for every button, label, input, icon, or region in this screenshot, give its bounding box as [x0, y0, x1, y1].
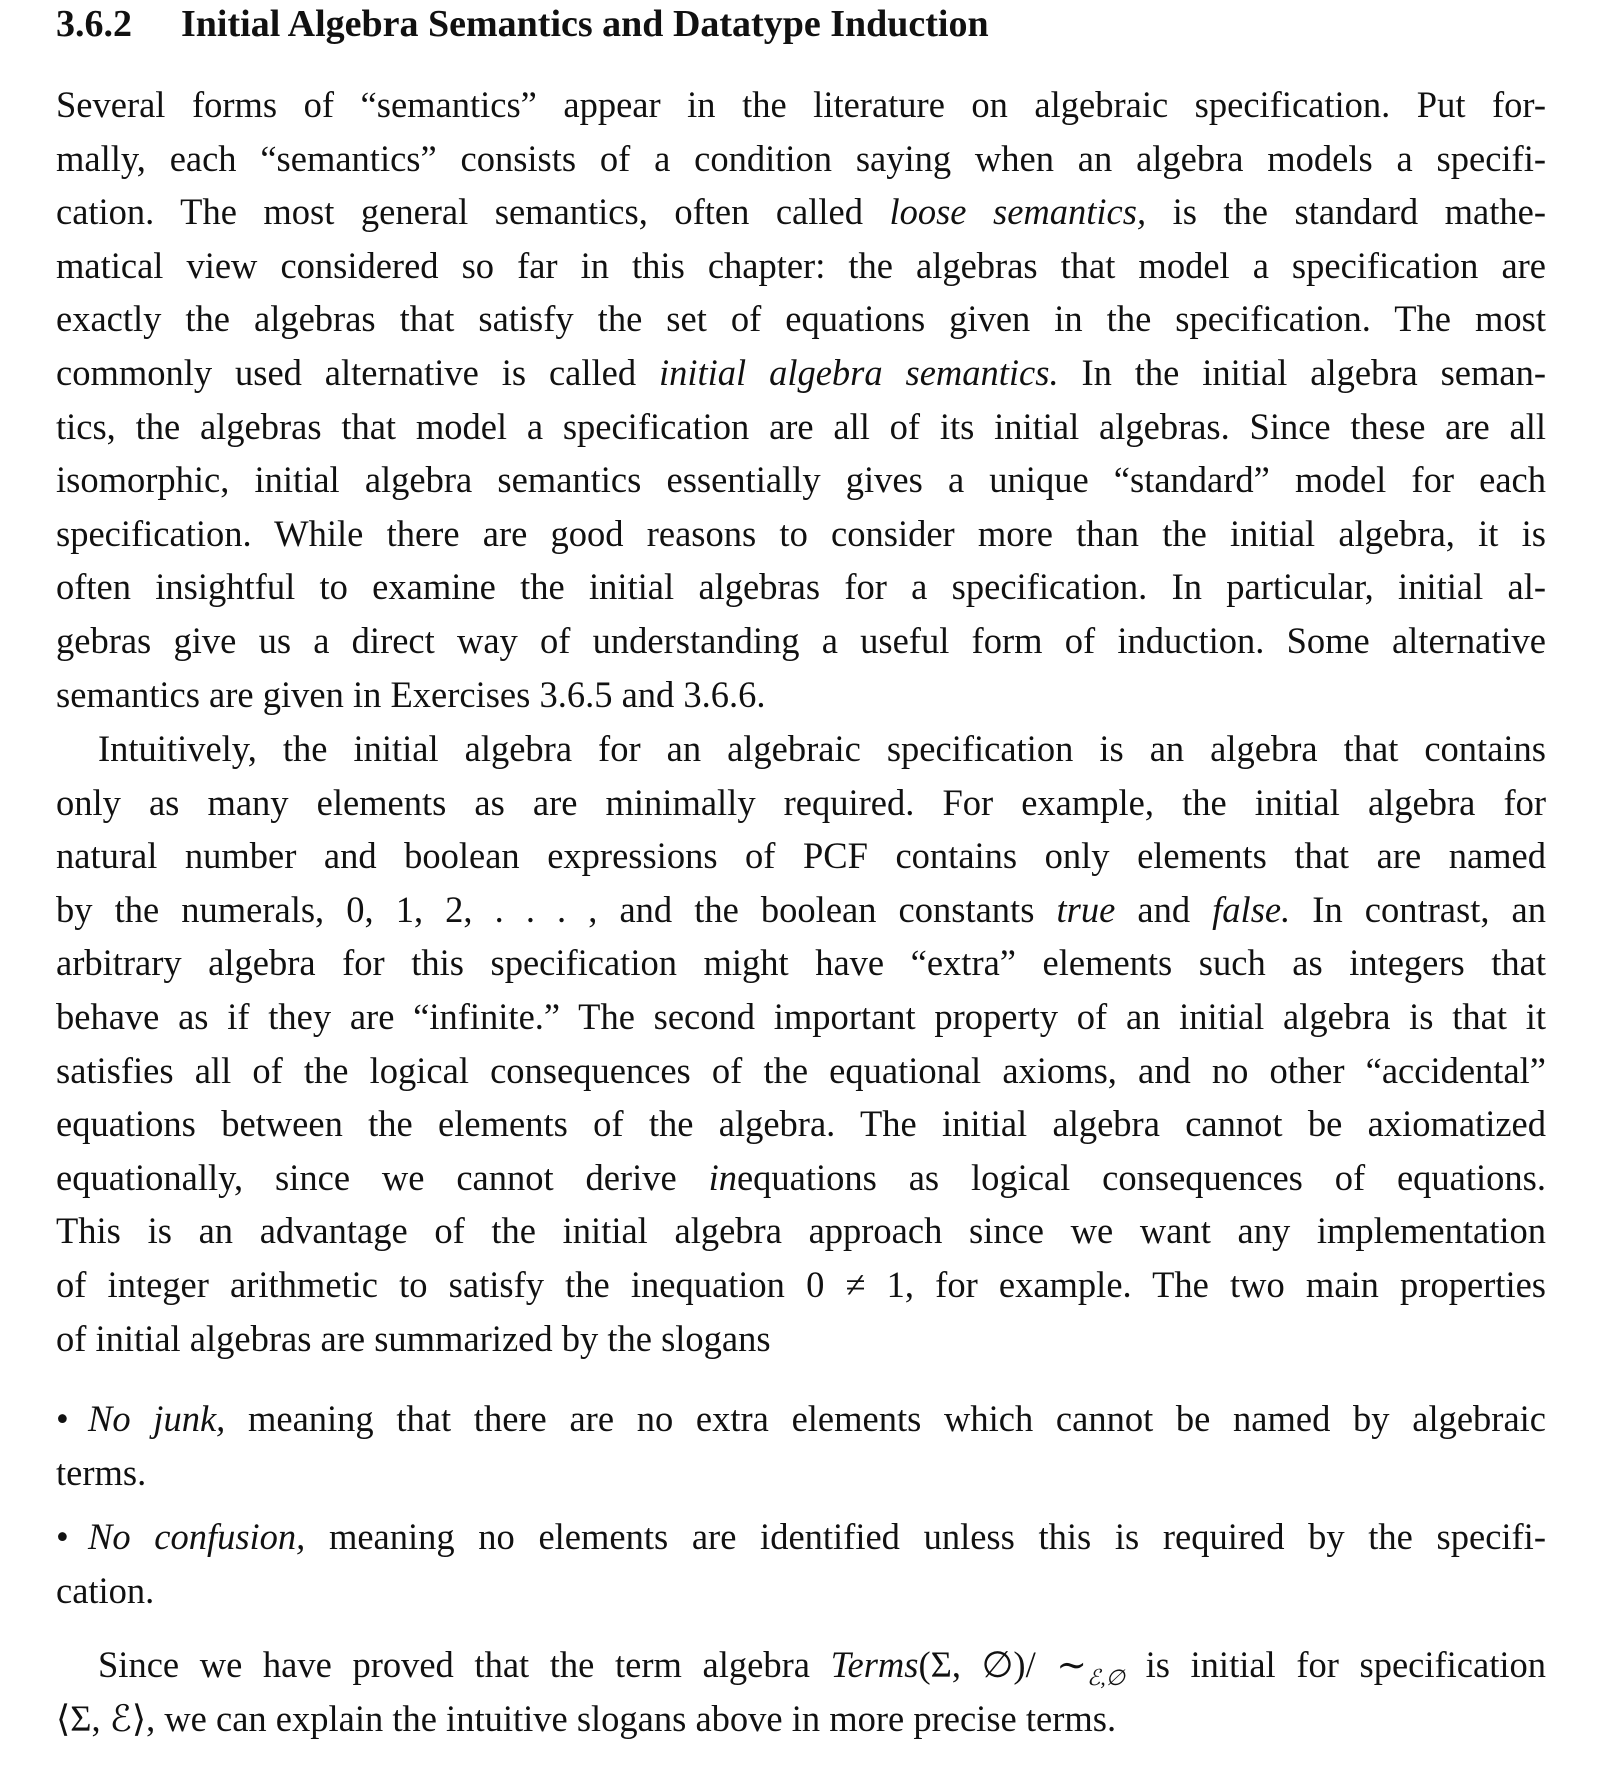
term-false: false.	[1212, 888, 1291, 930]
term-initial-algebra-semantics: initial algebra semantics.	[658, 351, 1059, 393]
text-line: isomorphic, initial algebra semantics essentially gives a unique “standard” model for each	[56, 459, 1546, 501]
text-line: • No junk, meaning that there are no extra elements which cannot be named by algebraic	[56, 1392, 1546, 1446]
text-line: behave as if they are “infinite.” The second important property of an initial algebra is that it	[56, 995, 1546, 1037]
bullet-marker: •	[56, 1516, 69, 1557]
text-line: often insightful to examine the initial algebras for a specification. In particular, initial al-	[56, 566, 1546, 608]
text-line: equationally, since we cannot derive inequations as logical consequences of equations.	[56, 1156, 1546, 1198]
paragraph-term-algebra	[56, 1638, 1546, 1745]
text-line: Several forms of “semantics” appear in the literature on algebraic specification. Put for-	[56, 84, 1546, 125]
text-line: by the numerals, 0, 1, 2, . . . , and the boolean constants true and false. In contrast, an	[56, 888, 1546, 930]
text-line: terms.	[56, 1451, 147, 1493]
text-line: arbitrary algebra for this specification might have “extra” elements such as integers that	[56, 942, 1546, 984]
text-line: satisfies all of the logical consequences of the equational axioms, and no other “accidental”	[56, 1049, 1546, 1091]
text-line: This is an advantage of the initial algebra approach since we want any implementation	[56, 1210, 1546, 1252]
text-line: only as many elements as are minimally required. For example, the initial algebra for	[56, 781, 1546, 823]
bullet-marker: •	[56, 1398, 69, 1439]
text-line: exactly the algebras that satisfy the set of equations given in the specification. The most	[56, 298, 1546, 340]
term-loose-semantics: loose semantics,	[889, 191, 1147, 233]
text-line: Intuitively, the initial algebra for an algebraic specification is an algebra that contains	[98, 728, 1546, 769]
text-line: • No confusion, meaning no elements are identified unless this is required by the specifi-	[56, 1510, 1546, 1564]
emphasis-in: in	[708, 1156, 737, 1198]
section-title: Initial Algebra Semantics and Datatype Induction	[181, 3, 989, 45]
text-line: tics, the algebras that model a specification are all of its initial algebras. Since these are all	[56, 405, 1546, 447]
text-line: cation.	[56, 1569, 155, 1611]
text-line: of initial algebras are summarized by the slogans	[56, 1317, 771, 1359]
section-heading	[56, 2, 1546, 46]
bullet-item-no-junk	[56, 1392, 1546, 1499]
bullet-item-no-confusion	[56, 1510, 1546, 1617]
text-line: commonly used alternative is called initial algebra semantics. In the initial algebra seman-	[56, 351, 1546, 393]
paragraph-loose-vs-initial-semantics	[56, 78, 1546, 721]
term-true: true	[1056, 888, 1116, 930]
text-line: matical view considered so far in this chapter: the algebras that model a specification are	[56, 244, 1546, 286]
term-algebra-subscript: ℰ,∅	[1086, 1665, 1125, 1690]
paragraph-initial-algebra-intuition	[56, 722, 1546, 1365]
text-line: ⟨Σ, ℰ⟩, we can explain the intuitive slogans above in more precise terms.	[56, 1697, 1117, 1739]
slogan-no-junk: No junk,	[88, 1398, 226, 1439]
section-number: 3.6.2	[56, 3, 132, 45]
text-line: mally, each “semantics” consists of a condition saying when an algebra models a specifi-	[56, 137, 1546, 179]
text-line: Since we have proved that the term algebra Terms(Σ, ∅)/ $\sim_{ℰ,\emptyset}$ is initial for specification	[98, 1644, 1546, 1690]
term-algebra-name: Terms	[830, 1644, 919, 1685]
term-algebra-args: (Σ, ∅)/ ∼	[918, 1644, 1087, 1685]
text-line: equations between the elements of the algebra. The initial algebra cannot be axiomatized	[56, 1103, 1546, 1145]
text-line: of integer arithmetic to satisfy the inequation 0 ≠ 1, for example. The two main properties	[56, 1263, 1546, 1305]
text-line: cation. The most general semantics, often called loose semantics, is the standard mathe-	[56, 191, 1546, 233]
slogan-no-confusion: No confusion,	[88, 1516, 306, 1557]
text-line: gebras give us a direct way of understanding a useful form of induction. Some alternative	[56, 619, 1546, 661]
text-line: natural number and boolean expressions of PCF contains only elements that are named	[56, 835, 1546, 877]
text-line: specification. While there are good reasons to consider more than the initial algebra, it is	[56, 512, 1546, 554]
text-line: semantics are given in Exercises 3.6.5 and 3.6.6.	[56, 673, 766, 715]
